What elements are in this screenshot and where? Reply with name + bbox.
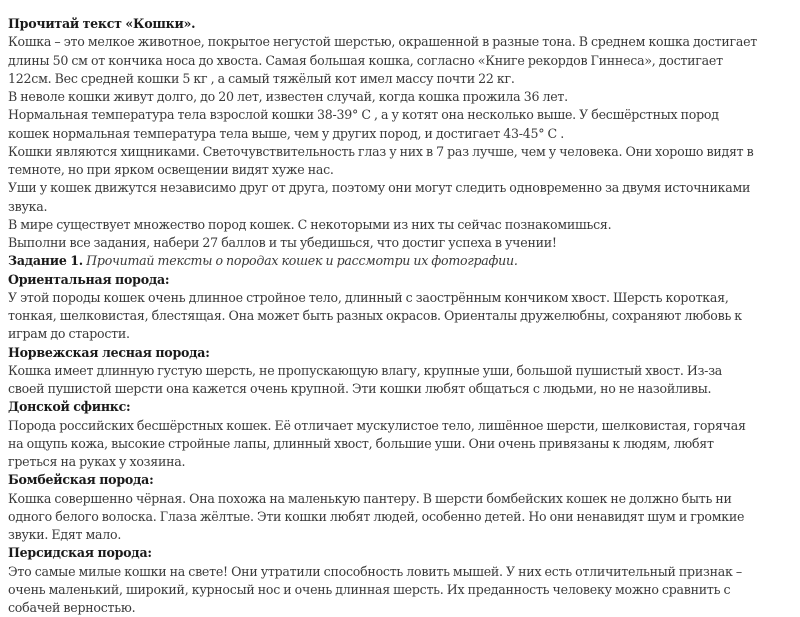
intro-line: В мире существует множество пород кошек. С некоторыми из них ты сейчас познакомишься.: [8, 216, 612, 232]
intro-line: 122см. Вес средней кошки 5 кг , а самый тяжёлый кот имел массу почти 22 кг.: [8, 70, 515, 86]
breed-line: звуки. Едят мало.: [8, 527, 122, 542]
breed-line: греться на руках у хозяина.: [8, 454, 186, 469]
breed-line: очень маленький, широкий, курносый нос и очень длинная шерсть. Их преданность человеку можно сравнить с: [8, 581, 731, 597]
breed-line: на ощупь кожа, высокие стройные лапы, длинный хвост, большие уши. Они очень привязаны к людям, любят: [8, 435, 714, 451]
task-label: Задание 1.: [8, 253, 83, 269]
intro-line: темноте, но при ярком освещении видят хуже нас.: [8, 162, 334, 177]
document-title: Прочитай текст «Кошки».: [8, 16, 196, 31]
breed-heading: Бомбейская порода:: [8, 472, 154, 488]
intro-line: длины 50 см от кончика носа до хвоста. Самая большая кошка, согласно «Книге рекордов Гиннеса», достигает: [8, 52, 723, 68]
breed-line: Кошка совершенно чёрная. Она похожа на маленькую пантеру. В шерсти бомбейских кошек не должно быть ни: [8, 490, 732, 506]
breed-line: Кошка имеет длинную густую шерсть, не пропускающую влагу, крупные уши, большой пушистый хвост. Из-за: [8, 362, 723, 378]
intro-line: Уши у кошек движутся независимо друг от друга, поэтому они могут следить одновременно за двумя источниками: [8, 180, 751, 196]
breed-line: Это самые милые кошки на свете! Они утратили способность ловить мышей. У них есть отличительный признак –: [8, 563, 742, 579]
intro-line: Кошка – это мелкое животное, покрытое негустой шерстью, окрашенной в разные тона. В среднем кошка достигает: [8, 34, 758, 50]
breed-line: играм до старости.: [8, 326, 130, 342]
intro-paragraph: [8, 33, 793, 252]
intro-line: В неволе кошки живут долго, до 20 лет, известен случай, когда кошка прожила 36 лет.: [8, 89, 568, 104]
breed-heading: Норвежская лесная порода:: [8, 344, 210, 360]
breed-section-oriental: [8, 271, 793, 344]
breed-heading: Персидская порода:: [8, 545, 152, 561]
breed-heading: Ориентальная порода:: [8, 271, 170, 287]
breed-line: одного белого волоска. Глаза жёлтые. Эти кошки любят людей, особенно детей. Но они ненавидят шум и громкие: [8, 508, 745, 524]
breed-line: У этой породы кошек очень длинное стройное тело, длинный с заострённым кончиком хвост. Шерсть короткая,: [8, 289, 729, 305]
breed-line: собачей верностью.: [8, 600, 136, 615]
task-instruction: [8, 252, 793, 270]
breed-line: своей пушистой шерсти она кажется очень крупной. Эти кошки любят общаться с людьми, но не назойливы.: [8, 381, 712, 396]
breed-section-don-sphynx: [8, 398, 793, 471]
document-content: [8, 15, 793, 617]
breed-line: тонкая, шелковистая, блестящая. Она может быть разных окрасов. Ориенталы дружелюбны, сохраняют любовь к: [8, 308, 742, 323]
intro-line: кошек нормальная температура тела выше, чем у других пород, и достигает 43-45° С .: [8, 125, 564, 141]
intro-line: Кошки являются хищниками. Светочувствительность глаз у них в 7 раз лучше, чем у человека. Они хорошо видят в: [8, 143, 754, 159]
intro-line: звука.: [8, 198, 48, 214]
breed-section-norwegian-forest: [8, 344, 793, 399]
breed-section-bombay: [8, 471, 793, 544]
breed-line: Порода российских бесшёрстных кошек. Её отличает мускулистое тело, лишённое шерсти, шелковистая, горячая: [8, 417, 746, 433]
intro-line: Нормальная температура тела взрослой кошки 38-39° С , а у котят она несколько выше. У бесшёрстных пород: [8, 107, 719, 123]
intro-line: Выполни все задания, набери 27 баллов и ты убедишься, что достиг успеха в учении!: [8, 235, 557, 250]
task-text: Прочитай тексты о породах кошек и рассмотри их фотографии.: [82, 253, 518, 269]
breed-heading: Донской сфинкс:: [8, 399, 131, 415]
breed-section-persian: [8, 544, 793, 617]
